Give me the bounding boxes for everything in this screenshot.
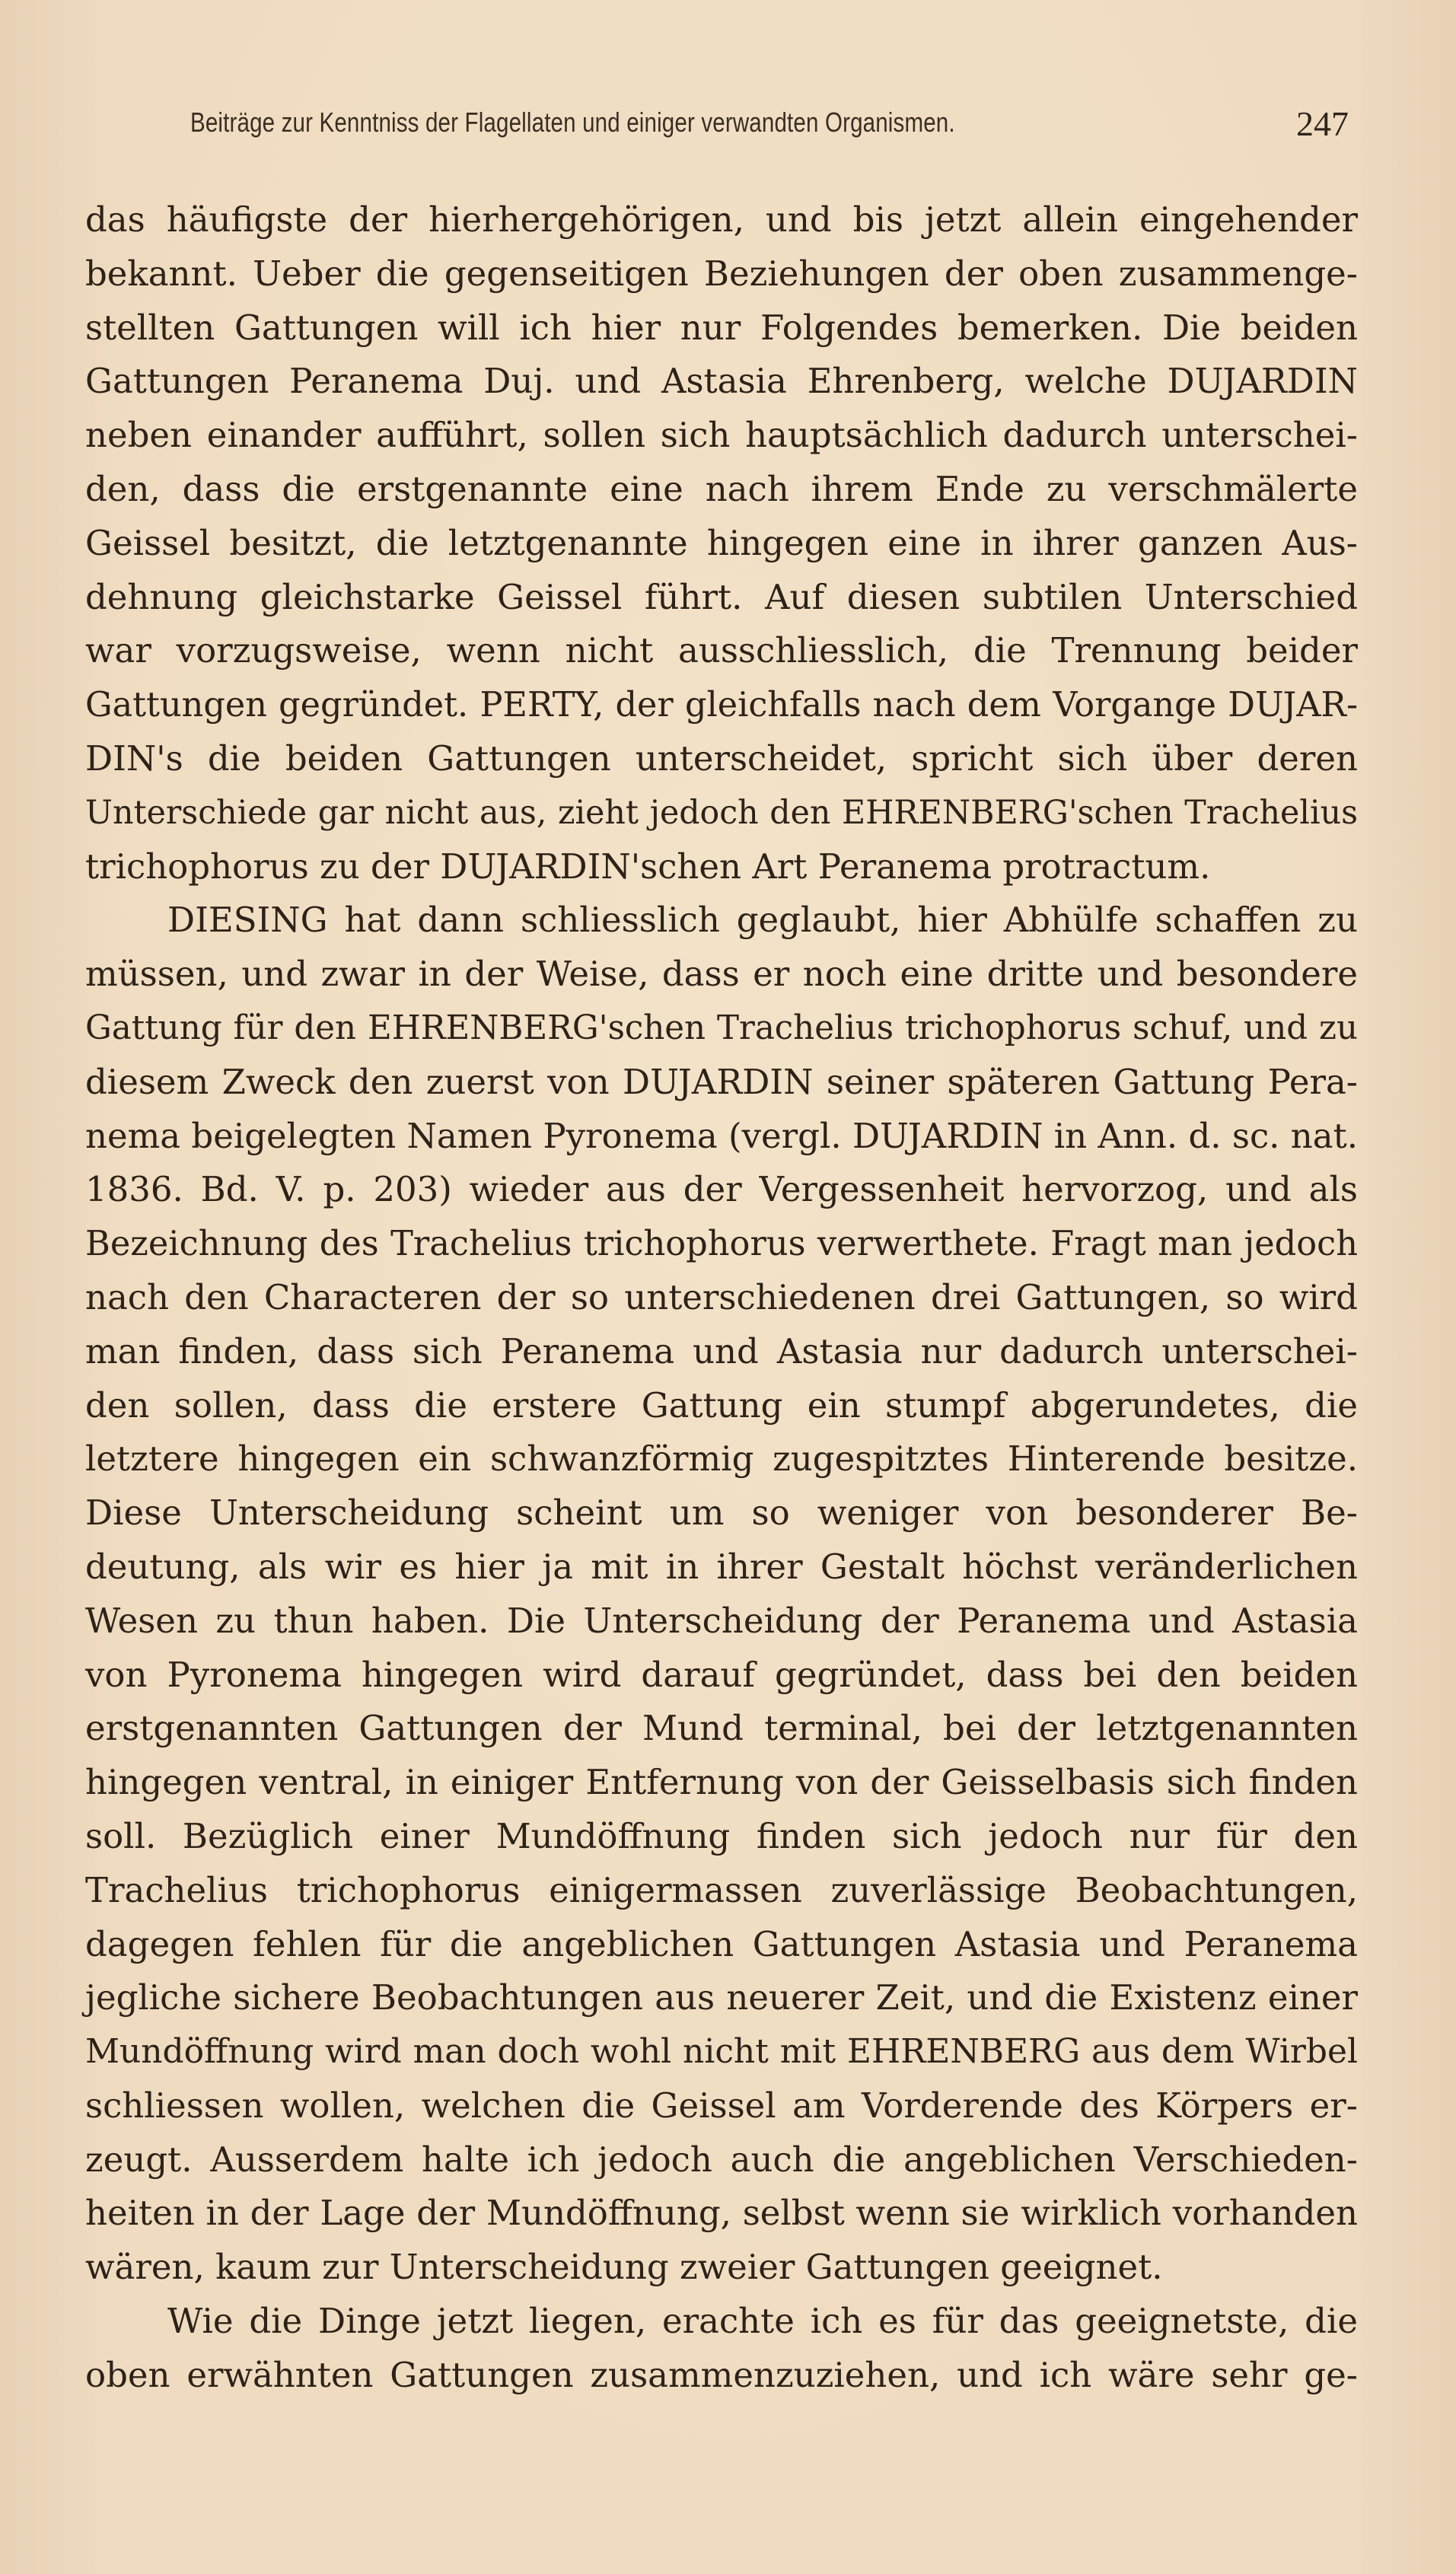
text-line: erstgenannten Gattungen der Mund terminal, bei der letztgenannten [85,1708,1358,1749]
text-line: soll. Bezüglich einer Mundöffnung finden sich jedoch nur für den [85,1815,1358,1856]
running-head [190,104,1349,152]
text-line: von Pyronema hingegen wird darauf gegründet, dass bei den beiden [85,1654,1358,1695]
text-line: 1836. Bd. V. p. 203) wieder aus der Vergessenheit hervorzog, und als [85,1169,1358,1210]
text-line: Geissel besitzt, die letztgenannte hingegen eine in ihrer ganzen Aus- [85,522,1358,563]
text-line: Bezeichnung des Trachelius trichophorus verwerthete. Fragt man jedoch [85,1224,1358,1264]
body-text [85,193,1358,2403]
text-line: DIN's die beiden Gattungen unterscheidet, spricht sich über deren [85,737,1358,779]
text-line: heiten in der Lage der Mundöffnung, selbst wenn sie wirklich vorhanden [85,2193,1358,2234]
text-line: müssen, und zwar in der Weise, dass er noch eine dritte und besondere [85,954,1358,995]
text-line: wären, kaum zur Unterscheidung zweier Gattungen geeignet. [85,2247,1163,2288]
text-line: oben erwähnten Gattungen zusammenzuziehen, und ich wäre sehr ge- [85,2354,1358,2395]
text-line: Gattungen Peranema Duj. und Astasia Ehrenberg, welche DUJARDIN [85,361,1358,402]
text-line: zeugt. Ausserdem halte ich jedoch auch die angeblichen Verschieden- [85,2139,1358,2180]
text-line: neben einander aufführt, sollen sich hauptsächlich dadurch unterschei- [85,415,1358,456]
text-line: Wie die Dinge jetzt liegen, erachte ich es für das geeignetste, die [167,2301,1358,2342]
text-line: das häufigste der hierhergehörigen, und bis jetzt allein eingehender [85,199,1358,240]
text-line: dagegen fehlen für die angeblichen Gattungen Astasia und Peranema [85,1923,1358,1964]
text-line: Unterschiede gar nicht aus, zieht jedoch den EHRENBERG'schen Trachelius [85,793,1358,832]
text-line: Wesen zu thun haben. Die Unterscheidung der Peranema und Astasia [85,1600,1358,1641]
text-line: Diese Unterscheidung scheint um so weniger von besonderer Be- [85,1492,1358,1534]
text-line: schliessen wollen, welchen die Geissel am Vorderende des Körpers er- [85,2085,1358,2126]
running-title: Beiträge zur Kenntniss der Flagellaten und einiger verwandten Organismen. [190,107,955,138]
text-line: stellten Gattungen will ich hier nur Folgendes bemerken. Die beiden [85,307,1358,348]
text-line: letztere hingegen ein schwanzförmig zugespitztes Hinterende besitze. [85,1438,1358,1480]
text-line: den sollen, dass die erstere Gattung ein stumpf abgerundetes, die [85,1384,1358,1426]
text-line: deutung, als wir es hier ja mit in ihrer Gestalt höchst veränderlichen [85,1546,1358,1587]
text-line: nach den Characteren der so unterschiedenen drei Gattungen, so wird [85,1276,1358,1317]
page-number: 247 [1296,104,1349,143]
text-line: hingegen ventral, in einiger Entfernung von der Geisselbasis sich finden [85,1762,1358,1803]
text-line: Gattung für den EHRENBERG'schen Trachelius trichophorus schuf, und zu [85,1008,1358,1047]
text-line: Mundöffnung wird man doch wohl nicht mit EHRENBERG aus dem Wirbel [85,2032,1358,2072]
text-line: man finden, dass sich Peranema und Astasia nur dadurch unterschei- [85,1330,1358,1371]
text-line: trichophorus zu der DUJARDIN'schen Art Peranema protractum. [85,846,1211,887]
text-line: Gattungen gegründet. PERTY, der gleichfalls nach dem Vorgange DUJAR- [85,685,1358,725]
text-line: diesem Zweck den zuerst von DUJARDIN seiner späteren Gattung Pera- [85,1061,1358,1102]
text-line: nema beigelegten Namen Pyronema (vergl. DUJARDIN in Ann. d. sc. nat. [85,1115,1358,1156]
text-line: Trachelius trichophorus einigermassen zuverlässige Beobachtungen, [85,1869,1358,1910]
text-line: bekannt. Ueber die gegenseitigen Beziehungen der oben zusammenge- [85,253,1358,294]
text-line: DIESING hat dann schliesslich geglaubt, hier Abhülfe schaffen zu [167,900,1358,941]
text-line: den, dass die erstgenannte eine nach ihrem Ende zu verschmälerte [85,468,1358,509]
text-line: jegliche sichere Beobachtungen aus neuerer Zeit, und die Existenz einer [85,1977,1358,2018]
text-line: war vorzugsweise, wenn nicht ausschliesslich, die Trennung beider [85,630,1358,671]
text-line: dehnung gleichstarke Geissel führt. Auf diesen subtilen Unterschied [85,576,1358,617]
